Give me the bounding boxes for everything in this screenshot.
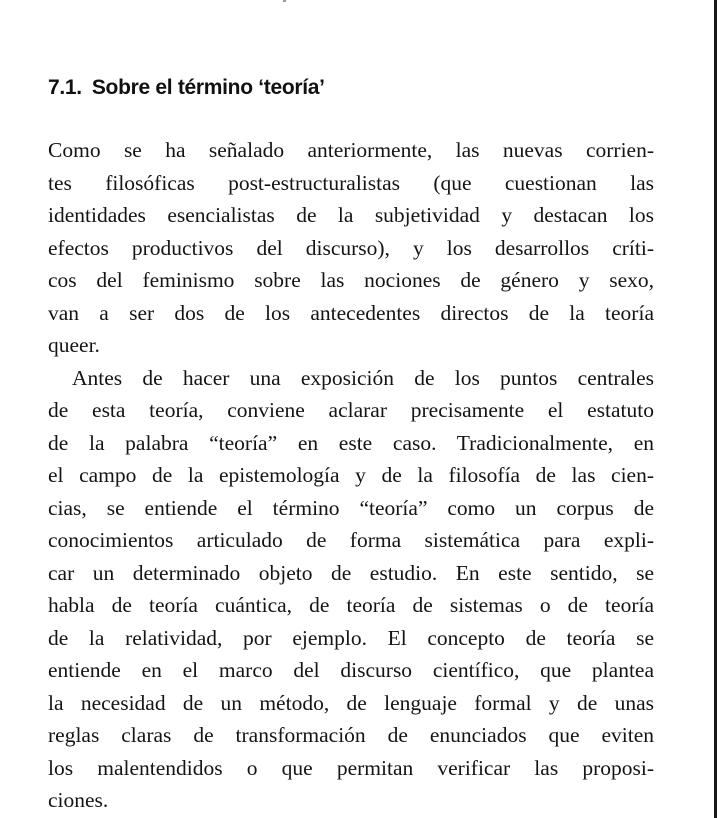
text-line: Como se ha señalado anteriormente, las nuevas corrien- [48, 138, 654, 162]
text-line: reglas claras de transformación de enunciados que eviten [48, 723, 654, 747]
text-line: car un determinado objeto de estudio. En este sentido, se [48, 560, 654, 585]
text-line: Antes de hacer una exposición de los puntos centrales [72, 365, 654, 390]
text-line: van a ser dos de los antecedentes directos de la teoría [48, 300, 654, 325]
section-heading [48, 66, 325, 110]
text-line: de la palabra “teoría” en este caso. Tradicionalmente, en [48, 430, 654, 455]
text-line: identidades esencialistas de la subjetividad y destacan los [48, 203, 654, 227]
text-line: entiende en el marco del discurso científico, que plantea [48, 658, 654, 682]
scan-speck [283, 0, 286, 2]
text-line: cias, se entiende el término “teoría” como un corpus de [48, 495, 654, 520]
text-line: el campo de la epistemología y de la filosofía de las cien- [48, 463, 654, 487]
text-line: de esta teoría, conviene aclarar precisamente el estatuto [48, 398, 654, 422]
text-line: ciones. [48, 788, 109, 812]
text-line: cos del feminismo sobre las nociones de género y sexo, [48, 268, 654, 292]
text-line: de la relatividad, por ejemplo. El concepto de teoría se [48, 625, 654, 650]
section-title: Sobre el término ‘teoría’ [91, 76, 325, 99]
text-line: habla de teoría cuántica, de teoría de sistemas o de teoría [48, 593, 654, 617]
body-text [48, 134, 654, 817]
text-line: queer. [48, 333, 100, 357]
paragraph-1 [48, 134, 654, 362]
text-line: la necesidad de un método, de lenguaje formal y de unas [48, 690, 654, 715]
text-line: tes filosóficas post-estructuralistas (que cuestionan las [48, 170, 654, 195]
text-line: los malentendidos o que permitan verificar las proposi- [48, 755, 654, 780]
section-number: 7.1. [48, 76, 82, 99]
text-line: conocimientos articulado de forma sistemática para expli- [48, 528, 654, 552]
paragraph-2 [48, 362, 654, 817]
text-line: efectos productivos del discurso), y los desarrollos críti- [48, 235, 654, 260]
